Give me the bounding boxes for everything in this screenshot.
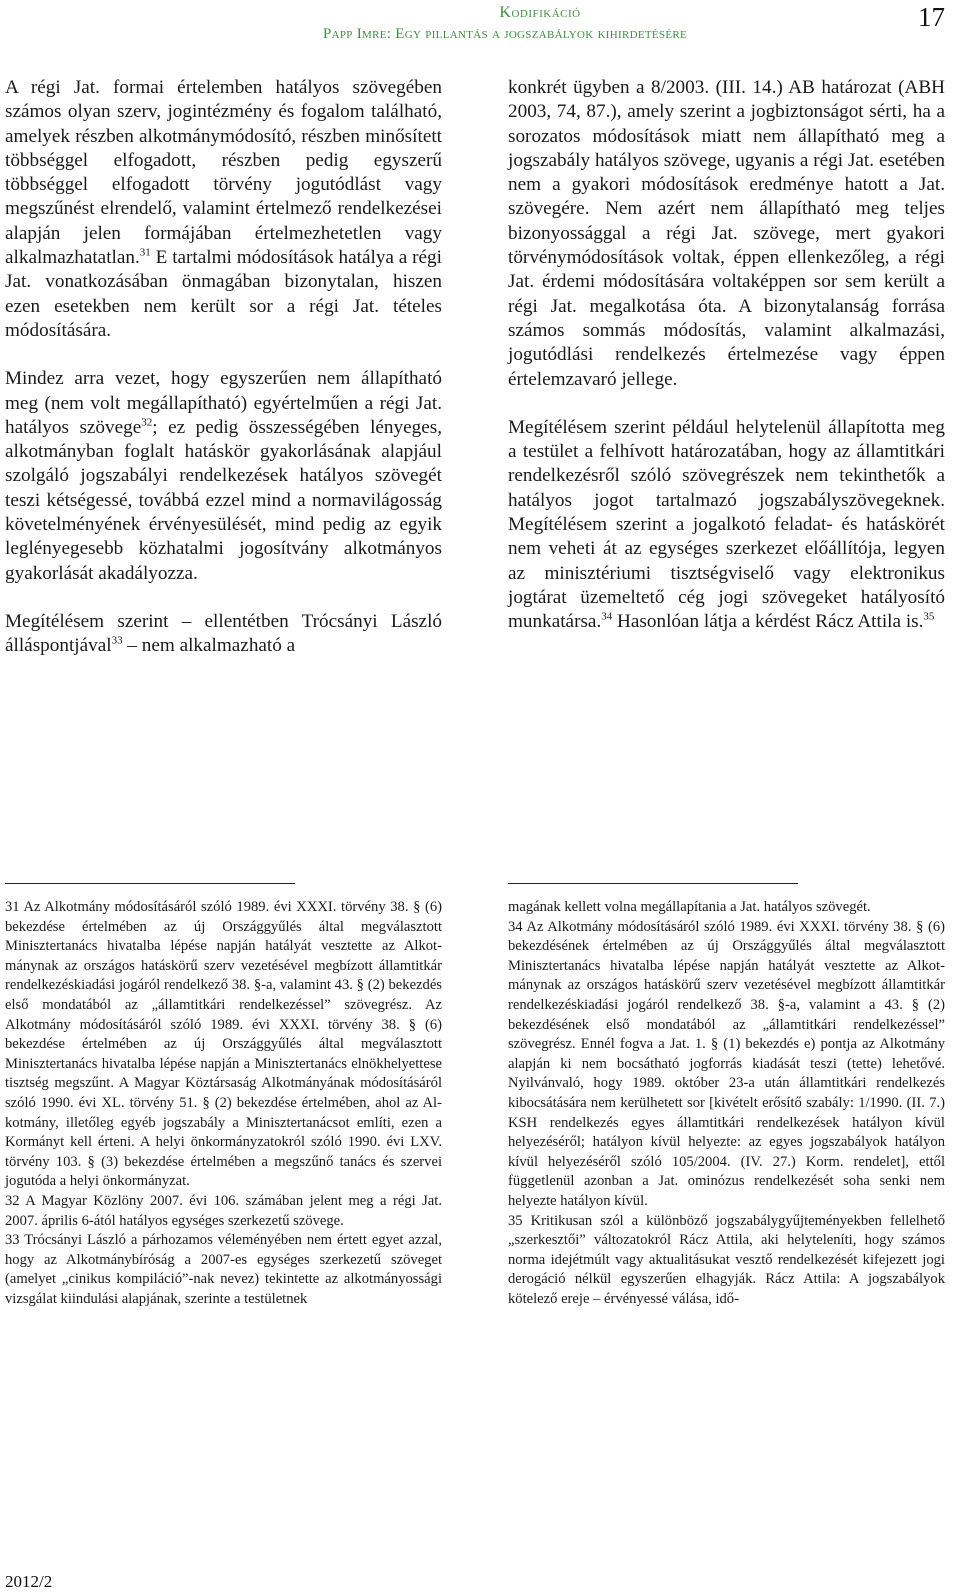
body-column-right bbox=[508, 76, 945, 635]
paragraph-text: Megítélésem szerint – ellentétben Trócsányi László álláspontjával bbox=[5, 610, 442, 657]
footnote-text: Trócsányi László a párhozamos véleményében nem értett egyet azzal, hogy az Alkotmánybíróság a 2007-es egységes szerkezetű szöveget (amelyet „cinikus kompiláció”-nak nevez) tekintette az alkotmányossági vizsgálat kiindulási alapjának, szerinte a testületnek bbox=[5, 1232, 443, 1307]
paragraph-text: Megítélésem szerint például helytelenül állapította meg a testület a felhívott határozatában, hogy az államtitkári rendelkezésről szóló szövegrészek nem tekinthetők a hatályos jogot tartalmazó jogszabályszövegeknek. Megítélésem szerint a jogalkotó feladat- és hatáskörét nem veheti át az egységes szerkezet előállítója, legyen az minisztériumi tisztségviselő vagy elektronikus jogtárat üzemeltető cég jogi szövegeket hatályosító munkatársa. bbox=[508, 416, 945, 633]
footnote-text: magának kellett volna megállapítania a Jat. hatályos szövegét. bbox=[508, 899, 871, 915]
paragraph bbox=[5, 367, 442, 586]
journal-title: Kodifikáció bbox=[499, 4, 581, 21]
footnotes-right bbox=[508, 898, 945, 1309]
footnote-divider bbox=[5, 883, 295, 884]
footnote-ref[interactable]: 33 bbox=[111, 634, 123, 647]
footnote-number: 34 bbox=[508, 918, 523, 935]
paragraph bbox=[508, 76, 945, 392]
footnote-divider bbox=[508, 883, 798, 884]
body-column-left bbox=[5, 76, 442, 659]
footnote-number: 32 bbox=[5, 1192, 20, 1209]
paragraph-text: A régi Jat. formai értelemben hatályos szövegében számos olyan szerv, jogintézmény és fogalom található, amelyek részben alkotmánymódosító, részben minősített többséggel elfogadott, részben pedig egyszerű többséggel elfogadott törvény jogutódlást vagy megszűnést elrendelő, valamint értelmező rendelkezései alapján jelen formájában értelmezhetetlen vagy alkalmazhatatlan. bbox=[5, 77, 442, 269]
footnote-ref[interactable]: 31 bbox=[139, 246, 151, 259]
paragraph-text: konkrét ügyben a 8/2003. (III. 14.) AB határozat (ABH 2003, 74, 87.), amely szerint a jogbiztonságot sérti, ha a sorozatos módosítások miatt nem állapítható meg a jogszabály hatályos szövege, ugyanis a régi Jat. esetében nem a gyakori módosítások eredménye hatott a Jat. szövegére. Nem azért nem állapítható meg teljes bizonyossággal a régi Jat. szövege, mert gyakori törvénymódosítások voltak, éppen ellenkezőleg, a régi Jat. érdemi módosítására voltaképpen sor sem került a régi Jat. megalkotása óta. A bizonytalanság forrása számos sommás módosítás, valamint alkalmazási, jogutódlási rendelkezés értelmezése vagy éppen értelemzavaró jellege. bbox=[508, 77, 945, 390]
footnote-ref[interactable]: 35 bbox=[923, 610, 935, 623]
footnote-ref[interactable]: 32 bbox=[141, 416, 153, 429]
running-header bbox=[0, 0, 960, 56]
footnote-number: 35 bbox=[508, 1212, 523, 1229]
footnote-text: A Magyar Közlöny 2007. évi 106. számában jelent meg a régi Jat. 2007. április 6-ától hatályos egységes szerkezetű szövege. bbox=[5, 1192, 442, 1229]
paragraph-text: ; ez pedig összességében lényeges, alkotmányban foglalt hatáskör gyakorlásának alapjául szolgáló jogszabályi rendelkezések hatályos szövegét teszi kétségessé, továbbá ezzel mind a normavilágosság követelményének érvényesülését, mind pedig az egyik leglényegesebb közhatalmi jogosítvány alkotmányos gyakorlását akadályozza. bbox=[5, 416, 442, 584]
footnotes-left bbox=[5, 898, 442, 1309]
paragraph-text: – nem alkalmazható a bbox=[122, 635, 296, 657]
footnote-text: Az Alkotmány módosításáról szóló 1989. évi XXXI. törvény 38. § (6) bekezdése értelmében az új Országgyűlés által megválasztott Minisztertanács hivatalba lépése napján hatályát vesztette az Alkotmánynak az országos hatáskörű szerv vezetésével megbízott államtitkár rendelkezéskiadási jogáról rendelkező 38. §-a, valamint 43. § (2) bekezdés első mondatából az „államtitkári rendelkezéssel” szövegrész. Az Alkotmány módosításáról szóló 1989. évi XXXI. törvény 38. § (6) bekezdése értelmében az új Országgyűlés által megválasztott Minisztertanács hivatalba lépése napján a Minisztertanács elnökhelyettese tisztség megszűnt. A Magyar Köztársaság Alkotmányának módosításáról szóló 1990. évi XL. törvény 51. § (2) bekezdése értelmében, ahol az Alkotmány, illetőleg egyéb jogszabály a Minisztertanácsot említi, ezen a Kormányt kell érteni. A helyi önkormányzatokról szóló 1990. évi LXV. törvény 103. § (3) bekezdése értelmében a megszűnő tanács és szervei jogutóda a helyi önkormányzat. bbox=[5, 899, 443, 1190]
footnote bbox=[508, 1212, 945, 1310]
page-number: 17 bbox=[918, 2, 945, 32]
footnote-continuation bbox=[508, 898, 945, 918]
paragraph-text: Mindez arra vezet, hogy egyszerűen nem állapítható meg (nem volt megállapítható) egyértelműen a régi Jat. hatályos szövege bbox=[5, 368, 442, 438]
footnote-ref[interactable]: 34 bbox=[601, 610, 613, 623]
issue-label: 2012/2 bbox=[5, 1572, 53, 1591]
footnote-text: Kritikusan szól a különböző jogszabálygyűjteményekben fellelhető „szerkesztői” változatokról Rácz Attila, aki helyteleníti, hogy számos norma idejétmúlt vagy aktualitásukat vesztő rendelkezését kifejezett jogi derogáció nélkül egyszerűen elhagyják. Rácz Attila: A jogszabályok kötelező ereje – érvényessé válása, idő- bbox=[508, 1212, 945, 1307]
paragraph-text: E tartalmi módosítások hatálya a régi Jat. vonatkozásában önmagában bizonytalan, hiszen ezen esetekben nem került sor a régi Jat. tételes módosítására. bbox=[5, 247, 442, 341]
footnote-text: Az Alkotmány módosításáról szóló 1989. évi XXXI. törvény 38. § (6) bekezdésének értelmében az új Országgyűlés által megválasztott Minisztertanács hivatalba lépése napján hatályát vesztette az Alkotmánynak az országos hatáskörű szerv vezetésével megbízott államtitkár rendelkezéskiadási jogáról rendelkező 38. §-a, valamint a 43. § (2) bekezdésének első mondatából az „államtitkári rendelkezéssel” szövegrész. Ennél fogva a Jat. 1. § (1) bekezdés e) pontja az Alkotmány alapján ki nem bocsátható jogforrás kiadását teszi (tette) lehetővé. Nyilvánvaló, hogy 1989. október 23-a után államtitkári rendelkezés kibocsátására nem kerülhetett sor [kivételt erősítő szabály: 1/1990. (II. 7.) KSH rendelkezés egyes államtitkári rendelkezések hatályon kívül helyezéséről; hatályon kívül helyezte: az egyes jogszabályok hatályon kívül helyezéséről szóló 105/2004. (IV. 27.) Korm. rendelet], ettől függetlenül azonban a Jat. ominózus rendelkezését soha senki nem helyezte hatályon kívül. bbox=[508, 918, 946, 1209]
footnote-number: 31 bbox=[5, 899, 20, 915]
footnote bbox=[5, 898, 442, 1192]
footnote bbox=[508, 918, 945, 1212]
paragraph bbox=[508, 416, 945, 635]
paragraph-text: Hasonlóan látja a kérdést Rácz Attila is. bbox=[612, 611, 924, 633]
footnote bbox=[5, 1192, 442, 1231]
footnote-number: 33 bbox=[5, 1232, 20, 1249]
footnote bbox=[5, 1231, 442, 1309]
article-title: Papp Imre: Egy pillantás a jogszabályok kihirdetésére bbox=[322, 26, 688, 42]
paragraph bbox=[5, 610, 442, 659]
paragraph bbox=[5, 76, 442, 343]
